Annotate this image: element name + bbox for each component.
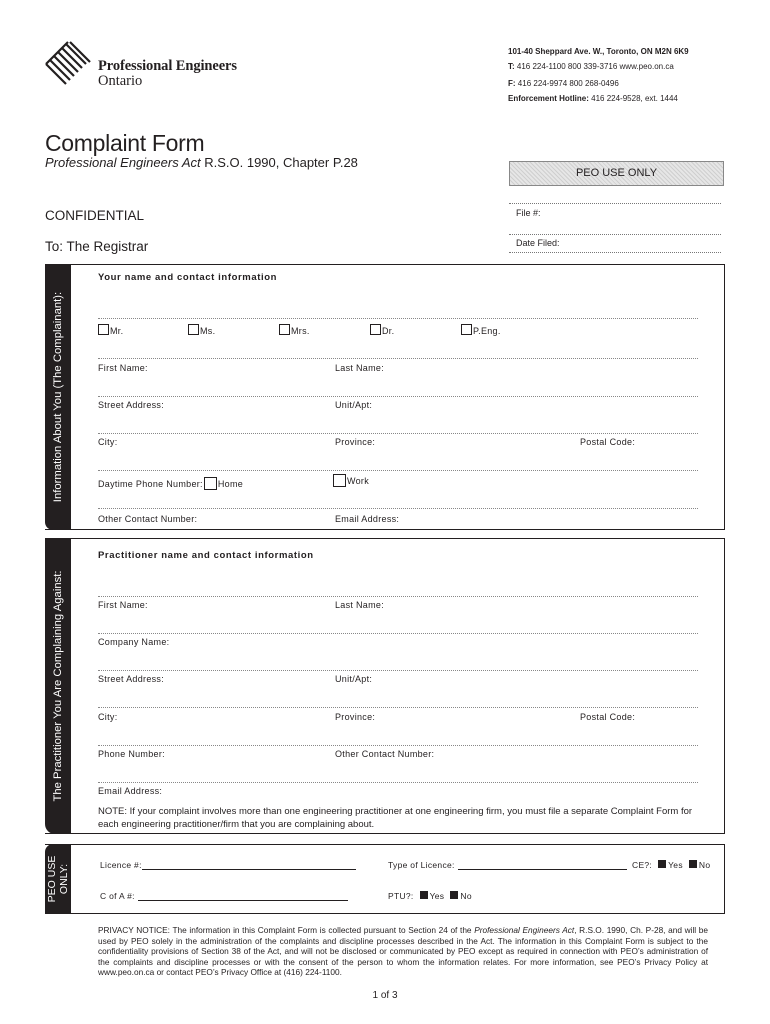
checkbox-icon bbox=[204, 477, 217, 490]
other-contact-field[interactable]: Other Contact Number: bbox=[98, 514, 198, 524]
org-address: 101-40 Sheppard Ave. W., Toronto, ON M2N 6K9 bbox=[508, 47, 689, 56]
title-option-mr[interactable]: Mr. bbox=[98, 324, 123, 336]
practitioner-heading: Practitioner name and contact information bbox=[98, 550, 314, 561]
checkbox-icon bbox=[279, 324, 290, 335]
divider bbox=[98, 745, 698, 746]
divider bbox=[98, 670, 698, 671]
title-option-dr[interactable]: Dr. bbox=[370, 324, 394, 336]
divider bbox=[98, 318, 698, 319]
org-province: Ontario bbox=[98, 73, 143, 89]
practitioner-first-name-field[interactable]: First Name: bbox=[98, 600, 148, 610]
date-filed-label: Date Filed: bbox=[516, 238, 560, 248]
date-filed-field[interactable] bbox=[509, 252, 721, 253]
complainant-street-field[interactable]: Street Address: bbox=[98, 400, 165, 410]
complainant-city-field[interactable]: City: bbox=[98, 437, 118, 447]
to-registrar: To: The Registrar bbox=[45, 239, 149, 254]
divider bbox=[98, 633, 698, 634]
complainant-last-name-field[interactable]: Last Name: bbox=[335, 363, 385, 373]
complainant-unit-field[interactable]: Unit/Apt: bbox=[335, 400, 373, 410]
practitioner-province-field[interactable]: Province: bbox=[335, 712, 376, 722]
checkbox-icon bbox=[370, 324, 381, 335]
practitioner-phone-field[interactable]: Phone Number: bbox=[98, 749, 165, 759]
daytime-phone-field[interactable]: Daytime Phone Number: Home bbox=[98, 479, 244, 489]
complainant-email-field[interactable]: Email Address: bbox=[335, 514, 400, 524]
checkbox-icon bbox=[333, 474, 346, 487]
title-option-mrs[interactable]: Mrs. bbox=[279, 324, 310, 336]
org-name: Professional Engineers bbox=[98, 58, 237, 74]
file-number-field[interactable] bbox=[509, 234, 721, 235]
practitioner-unit-field[interactable]: Unit/Apt: bbox=[335, 674, 373, 684]
practitioner-other-contact-field[interactable]: Other Contact Number: bbox=[335, 749, 435, 759]
checkbox-icon bbox=[188, 324, 199, 335]
peo-use-only-tab: PEO USE ONLY: bbox=[45, 844, 71, 914]
divider bbox=[98, 470, 698, 471]
peo-use-only-header: PEO USE ONLY bbox=[509, 161, 724, 186]
title-option-peng[interactable]: P.Eng. bbox=[461, 324, 501, 336]
cofa-number-field[interactable]: C of A #: bbox=[100, 891, 348, 901]
type-of-licence-field[interactable]: Type of Licence: bbox=[388, 860, 627, 870]
work-checkbox[interactable]: Work bbox=[333, 474, 369, 487]
form-subtitle: Professional Engineers Act R.S.O. 1990, Chapter P.28 bbox=[45, 155, 358, 170]
divider bbox=[509, 203, 721, 204]
divider bbox=[98, 508, 698, 509]
practitioner-tab: The Practitioner You Are Complaining Against: bbox=[45, 538, 71, 834]
checkbox-icon bbox=[658, 860, 666, 868]
org-fax: F: 416 224-9974 800 268-0496 bbox=[508, 79, 619, 88]
checkbox-icon bbox=[420, 891, 428, 899]
file-number-label: File #: bbox=[516, 208, 541, 218]
practitioner-last-name-field[interactable]: Last Name: bbox=[335, 600, 385, 610]
enforcement-hotline: Enforcement Hotline: 416 224-9528, ext. 1444 bbox=[508, 94, 678, 103]
complainant-heading: Your name and contact information bbox=[98, 272, 278, 283]
practitioner-street-field[interactable]: Street Address: bbox=[98, 674, 165, 684]
divider bbox=[98, 433, 698, 434]
practitioner-email-field[interactable]: Email Address: bbox=[98, 786, 163, 796]
form-title: Complaint Form bbox=[45, 130, 205, 156]
company-name-field[interactable]: Company Name: bbox=[98, 637, 170, 647]
divider bbox=[98, 358, 698, 359]
practitioner-city-field[interactable]: City: bbox=[98, 712, 118, 722]
ptu-options[interactable]: PTU?: Yes No bbox=[388, 891, 472, 901]
ce-options[interactable]: CE?: Yes No bbox=[632, 860, 711, 870]
licence-number-field[interactable]: Licence #: bbox=[100, 860, 356, 870]
divider bbox=[98, 396, 698, 397]
divider bbox=[98, 707, 698, 708]
complainant-province-field[interactable]: Province: bbox=[335, 437, 376, 447]
page-number: 1 of 3 bbox=[372, 990, 398, 1001]
checkbox-icon bbox=[450, 891, 458, 899]
divider bbox=[98, 596, 698, 597]
title-option-ms[interactable]: Ms. bbox=[188, 324, 215, 336]
checkbox-icon bbox=[461, 324, 472, 335]
complainant-section bbox=[45, 264, 725, 530]
checkbox-icon bbox=[689, 860, 697, 868]
complainant-postal-field[interactable]: Postal Code: bbox=[580, 437, 636, 447]
peo-use-only-section bbox=[45, 844, 725, 914]
multiple-practitioners-note: NOTE: If your complaint involves more than one engineering practitioner at one engineering firm, you must file a separate Complaint Form for each engineering practitioner/firm that you are complaining about. bbox=[98, 806, 693, 830]
peo-logo-icon bbox=[44, 40, 94, 90]
privacy-notice: PRIVACY NOTICE: The information in this Complaint Form is collected pursuant to Section 24 of the Professional Engineers Act, R.S.O. 1990, Ch. P-28, and will be used by PEO solely in the administration of the complaints and discipline processes described in the Act. The information in this Complaint Form is subject to the confidentiality provisions of Section 38 of the Act, and will not be disclosed or communicated by PEO except as required in connection with PEO’s administration of the complaints and discipline processes or with the consent of the person to whom the information relates. For more information, see PEO’s Privacy Policy at www.peo.on.ca or contact PEO’s Privacy Office at (416) 224-1100. bbox=[98, 925, 709, 977]
complainant-first-name-field[interactable]: First Name: bbox=[98, 363, 148, 373]
divider bbox=[98, 782, 698, 783]
practitioner-postal-field[interactable]: Postal Code: bbox=[580, 712, 636, 722]
confidential-label: CONFIDENTIAL bbox=[45, 208, 145, 223]
complainant-tab: Information About You (The Complainant): bbox=[45, 264, 71, 530]
org-phone: T: 416 224-1100 800 339-3716 www.peo.on.ca bbox=[508, 62, 674, 71]
checkbox-icon bbox=[98, 324, 109, 335]
